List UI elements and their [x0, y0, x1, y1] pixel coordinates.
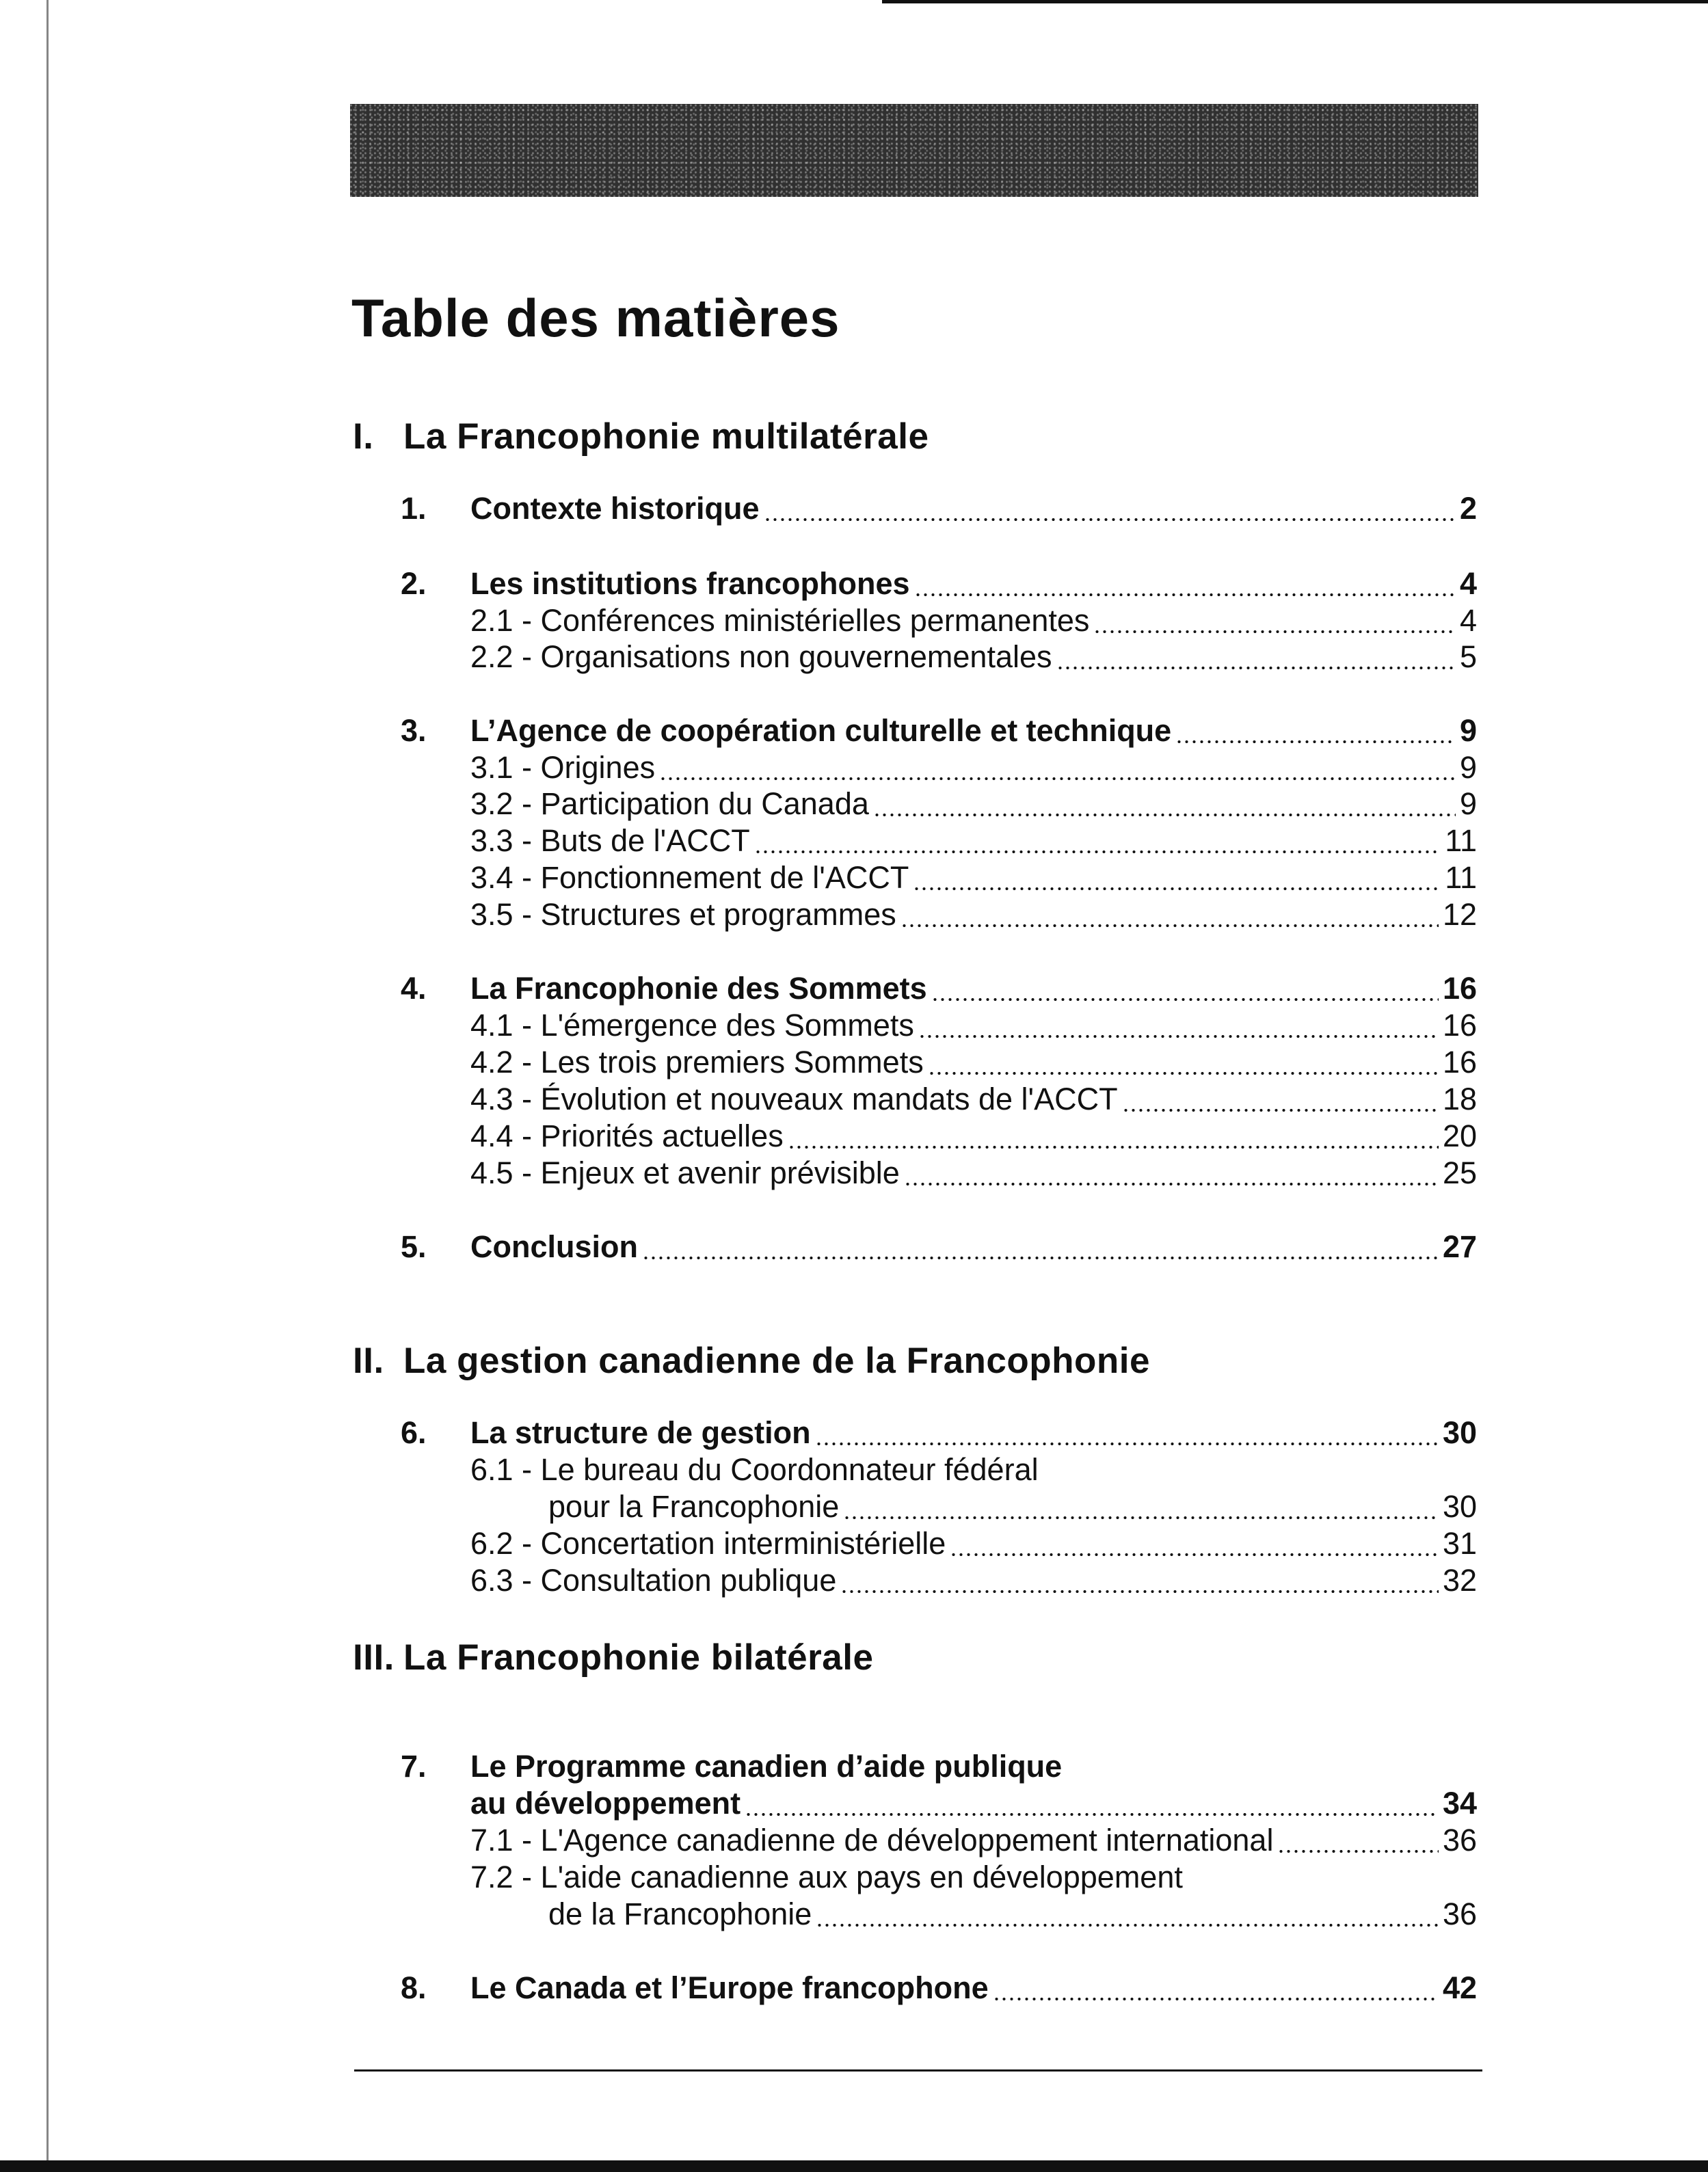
entry-label: 6.3 - Consultation publique [470, 1563, 837, 1598]
dot-leader [764, 518, 1456, 521]
page-number: 2 [1459, 491, 1477, 526]
dot-leader [914, 593, 1456, 596]
dot-leader [993, 1998, 1439, 2000]
toc-subentry[interactable] [470, 897, 1477, 935]
entry-label: 4.2 - Les trois premiers Sommets [470, 1045, 924, 1080]
page-number: 30 [1442, 1489, 1477, 1524]
part-heading [353, 1340, 1150, 1382]
dot-leader [754, 850, 1441, 853]
entry-label: 6.1 - Le bureau du Coordonnateur fédéral [470, 1452, 1039, 1487]
page-number: 4 [1459, 566, 1477, 601]
dot-leader [840, 1590, 1439, 1593]
toc-entry[interactable] [401, 491, 1477, 529]
entry-label: 2.2 - Organisations non gouvernementales [470, 639, 1052, 674]
dot-leader [950, 1553, 1439, 1556]
toc-subentry[interactable] [470, 1118, 1477, 1157]
toc-subentry[interactable] [470, 1082, 1477, 1120]
part-number: I. [353, 416, 374, 457]
toc-entry-continuation[interactable] [470, 1786, 1477, 1824]
dot-leader [928, 1072, 1439, 1075]
part-heading [353, 1637, 873, 1678]
toc-subentry[interactable] [470, 1526, 1477, 1564]
toc-entry[interactable] [401, 971, 1477, 1009]
dot-leader [659, 777, 1456, 780]
part-heading [353, 416, 929, 457]
page-number: 36 [1442, 1823, 1477, 1858]
toc-subentry[interactable] [470, 750, 1477, 788]
dot-leader [815, 1443, 1439, 1445]
entry-label: 4.3 - Évolution et nouveaux mandats de l'ACCT [470, 1082, 1118, 1116]
entry-label: Les institutions francophones [470, 566, 910, 601]
toc-subentry-continuation[interactable] [548, 1896, 1477, 1935]
dot-leader [1175, 740, 1456, 743]
toc-subentry[interactable] [470, 603, 1477, 641]
entry-label: au développement [470, 1786, 741, 1821]
toc-subentry[interactable] [470, 1563, 1477, 1601]
entry-number: 8. [401, 1970, 427, 2005]
entry-label: 3.4 - Fonctionnement de l'ACCT [470, 860, 909, 895]
part-label: La Francophonie multilatérale [403, 416, 929, 457]
toc-subentry[interactable] [470, 1452, 1477, 1490]
header-banner [350, 104, 1478, 197]
entry-number: 3. [401, 713, 427, 748]
page-number: 11 [1445, 860, 1477, 895]
page-number: 27 [1442, 1229, 1477, 1264]
toc-subentry[interactable] [470, 860, 1477, 898]
page-number: 32 [1442, 1563, 1477, 1598]
dot-leader [1056, 667, 1456, 669]
toc-entry[interactable] [401, 1970, 1477, 2009]
entry-label: 3.5 - Structures et programmes [470, 897, 896, 932]
toc-subentry[interactable] [470, 1045, 1477, 1083]
scan-border-bottom [0, 2160, 1708, 2172]
dot-leader [816, 1924, 1439, 1927]
dot-leader [1122, 1109, 1439, 1112]
toc-subentry[interactable] [470, 823, 1477, 861]
scan-border-top [882, 0, 1708, 3]
page-number: 31 [1442, 1526, 1477, 1561]
entry-number: 4. [401, 971, 427, 1006]
page-number: 30 [1442, 1415, 1477, 1450]
entry-number: 6. [401, 1415, 427, 1450]
page-number: 4 [1459, 603, 1477, 638]
page-number: 18 [1442, 1082, 1477, 1116]
entry-label: La Francophonie des Sommets [470, 971, 927, 1006]
entry-label: 7.1 - L'Agence canadienne de développement international [470, 1823, 1274, 1858]
entry-number: 2. [401, 566, 427, 601]
toc-entry[interactable] [401, 1415, 1477, 1453]
toc-entry[interactable] [401, 566, 1477, 604]
dot-leader [900, 924, 1439, 927]
page-number: 16 [1442, 971, 1477, 1006]
dot-leader [904, 1183, 1439, 1185]
toc-subentry[interactable] [470, 639, 1477, 678]
page-number: 9 [1459, 786, 1477, 821]
dot-leader [873, 814, 1456, 816]
entry-label: 3.1 - Origines [470, 750, 656, 785]
toc-subentry[interactable] [470, 786, 1477, 824]
entry-label: 6.2 - Concertation interministérielle [470, 1526, 946, 1561]
entry-label: Conclusion [470, 1229, 638, 1264]
entry-label: 7.2 - L'aide canadienne aux pays en développement [470, 1860, 1183, 1894]
toc-subentry[interactable] [470, 1155, 1477, 1194]
toc-entry[interactable] [401, 1749, 1477, 1787]
bottom-rule [354, 2069, 1482, 2072]
page-number: 12 [1442, 897, 1477, 932]
toc-subentry[interactable] [470, 1860, 1477, 1898]
dot-leader [745, 1813, 1439, 1816]
toc-subentry[interactable] [470, 1823, 1477, 1861]
toc-subentry[interactable] [470, 1008, 1477, 1046]
page-number: 25 [1442, 1155, 1477, 1190]
entry-label: 4.1 - L'émergence des Sommets [470, 1008, 914, 1043]
page-number: 16 [1442, 1008, 1477, 1043]
entry-label: 4.5 - Enjeux et avenir prévisible [470, 1155, 900, 1190]
part-label: La Francophonie bilatérale [403, 1637, 874, 1678]
page-title: Table des matières [351, 288, 840, 348]
page-number: 9 [1459, 713, 1477, 748]
entry-label: Contexte historique [470, 491, 760, 526]
page-number: 11 [1445, 823, 1477, 858]
entry-label: Le Canada et l’Europe francophone [470, 1970, 989, 2005]
entry-label: 2.1 - Conférences ministérielles permanentes [470, 603, 1090, 638]
entry-label: de la Francophonie [548, 1896, 812, 1931]
page-number: 20 [1442, 1118, 1477, 1153]
entry-number: 1. [401, 491, 427, 526]
dot-leader [843, 1516, 1439, 1519]
entry-label: Le Programme canadien d’aide publique [470, 1749, 1063, 1784]
page-number: 36 [1442, 1896, 1477, 1931]
entry-label: pour la Francophonie [548, 1489, 840, 1524]
page-number: 42 [1442, 1970, 1477, 2005]
part-number: II. [353, 1341, 384, 1381]
dot-leader [1093, 630, 1456, 633]
page-number: 34 [1442, 1786, 1477, 1821]
page-number: 9 [1459, 750, 1477, 785]
page-number: 5 [1459, 639, 1477, 674]
dot-leader [918, 1035, 1439, 1038]
page-number: 16 [1442, 1045, 1477, 1080]
entry-number: 5. [401, 1229, 427, 1264]
entry-label: La structure de gestion [470, 1415, 811, 1450]
entry-label: 3.3 - Buts de l'ACCT [470, 823, 750, 858]
entry-number: 7. [401, 1749, 427, 1784]
toc-entry[interactable] [401, 1229, 1477, 1268]
part-number: III. [353, 1637, 395, 1678]
entry-label: 4.4 - Priorités actuelles [470, 1118, 784, 1153]
entry-label: 3.2 - Participation du Canada [470, 786, 869, 821]
scan-edge-left [46, 0, 49, 2172]
toc-entry[interactable] [401, 713, 1477, 751]
dot-leader [642, 1257, 1439, 1259]
dot-leader [913, 887, 1441, 890]
dot-leader [1277, 1850, 1438, 1853]
part-label: La gestion canadienne de la Francophonie [403, 1341, 1150, 1381]
dot-leader [788, 1146, 1439, 1149]
dot-leader [931, 998, 1439, 1001]
toc-subentry-continuation[interactable] [548, 1489, 1477, 1527]
entry-label: L’Agence de coopération culturelle et technique [470, 713, 1172, 748]
